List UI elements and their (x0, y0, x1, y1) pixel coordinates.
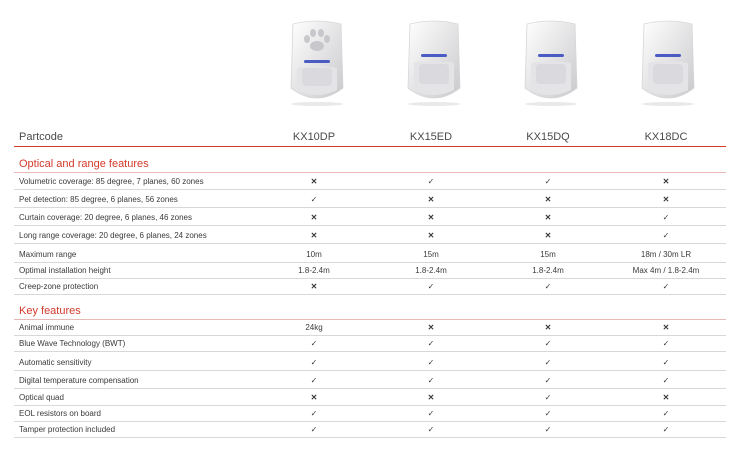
check-icon: ✓ (662, 409, 670, 418)
cell-value: Max 4m / 1.8-2.4m (632, 266, 700, 275)
check-icon: ✓ (662, 231, 670, 240)
cross-icon: ✕ (427, 231, 435, 240)
check-icon: ✓ (544, 425, 552, 434)
check-icon: ✓ (427, 376, 435, 385)
table-row (14, 336, 726, 352)
row-label: Creep-zone protection (19, 282, 99, 291)
cell-value: 1.8-2.4m (415, 266, 447, 275)
section-title: Optical and range features (19, 157, 149, 170)
check-icon: ✓ (662, 213, 670, 222)
cross-icon: ✕ (544, 195, 552, 204)
section-optical-range (14, 155, 726, 173)
cell-value: 15m (423, 250, 439, 259)
table-row (14, 247, 726, 263)
table-row (14, 228, 726, 244)
row-label: Pet detection: 85 degree, 6 planes, 56 zones (19, 195, 178, 204)
check-icon: ✓ (310, 358, 318, 367)
partcode-label: Partcode (19, 131, 64, 143)
cross-icon: ✕ (662, 177, 670, 186)
section-key-features (14, 302, 726, 320)
check-icon: ✓ (310, 339, 318, 348)
cross-icon: ✕ (427, 195, 435, 204)
cell-value: 10m (306, 250, 322, 259)
sensor-kx10dp-image (287, 18, 347, 106)
check-icon: ✓ (662, 282, 670, 291)
product-images (0, 0, 733, 125)
section-title: Key features (19, 304, 81, 317)
check-icon: ✓ (544, 339, 552, 348)
cross-icon: ✕ (310, 177, 318, 186)
cross-icon: ✕ (662, 323, 670, 332)
row-label: Tamper protection included (19, 425, 116, 434)
table-row (14, 210, 726, 226)
check-icon: ✓ (662, 358, 670, 367)
partcode-kx18dc: KX18DC (644, 131, 688, 143)
table-row (14, 279, 726, 295)
check-icon: ✓ (427, 358, 435, 367)
cell-value: 15m (540, 250, 556, 259)
cross-icon: ✕ (544, 213, 552, 222)
check-icon: ✓ (662, 425, 670, 434)
partcode-kx10dp: KX10DP (292, 131, 336, 143)
row-label: Maximum range (19, 250, 77, 259)
partcode-kx15ed: KX15ED (409, 131, 453, 143)
table-row (14, 174, 726, 190)
row-label: Curtain coverage: 20 degree, 6 planes, 46 zones (19, 213, 193, 222)
cross-icon: ✕ (662, 393, 670, 402)
cross-icon: ✕ (544, 231, 552, 240)
row-label: EOL resistors on board (19, 409, 101, 418)
cell-value: 24kg (305, 323, 323, 332)
check-icon: ✓ (544, 393, 552, 402)
table-row (14, 373, 726, 389)
check-icon: ✓ (544, 177, 552, 186)
check-icon: ✓ (310, 195, 318, 204)
row-label: Blue Wave Technology (BWT) (19, 339, 126, 348)
check-icon: ✓ (310, 376, 318, 385)
cross-icon: ✕ (662, 195, 670, 204)
cell-value: 1.8-2.4m (298, 266, 330, 275)
sensor-kx15ed-image (404, 18, 464, 106)
check-icon: ✓ (544, 409, 552, 418)
check-icon: ✓ (427, 409, 435, 418)
cross-icon: ✕ (544, 323, 552, 332)
table-row (14, 390, 726, 406)
check-icon: ✓ (427, 339, 435, 348)
row-label: Volumetric coverage: 85 degree, 7 planes, 60 zones (19, 177, 204, 186)
check-icon: ✓ (544, 358, 552, 367)
check-icon: ✓ (310, 409, 318, 418)
check-icon: ✓ (544, 282, 552, 291)
row-label: Digital temperature compensation (19, 376, 139, 385)
check-icon: ✓ (544, 376, 552, 385)
check-icon: ✓ (662, 339, 670, 348)
table-row (14, 355, 726, 371)
table-row (14, 320, 726, 336)
row-label: Long range coverage: 20 degree, 6 planes, 24 zones (19, 231, 207, 240)
check-icon: ✓ (427, 177, 435, 186)
cross-icon: ✕ (310, 213, 318, 222)
table-row (14, 422, 726, 438)
cross-icon: ✕ (310, 282, 318, 291)
check-icon: ✓ (427, 425, 435, 434)
cell-value: 1.8-2.4m (532, 266, 564, 275)
row-label: Automatic sensitivity (19, 358, 92, 367)
cell-value: 18m / 30m LR (640, 250, 692, 259)
partcode-header-row (14, 128, 726, 147)
row-label: Optical quad (19, 393, 64, 402)
table-row (14, 406, 726, 422)
cross-icon: ✕ (310, 231, 318, 240)
cross-icon: ✕ (427, 323, 435, 332)
table-row (14, 263, 726, 279)
check-icon: ✓ (310, 425, 318, 434)
row-label: Animal immune (19, 323, 75, 332)
sensor-kx18dc-image (638, 18, 698, 106)
check-icon: ✓ (662, 376, 670, 385)
cross-icon: ✕ (310, 393, 318, 402)
sensor-kx15dq-image (521, 18, 581, 106)
table-row (14, 192, 726, 208)
partcode-kx15dq: KX15DQ (526, 131, 570, 143)
check-icon: ✓ (427, 282, 435, 291)
cross-icon: ✕ (427, 213, 435, 222)
cross-icon: ✕ (427, 393, 435, 402)
row-label: Optimal installation height (19, 266, 111, 275)
